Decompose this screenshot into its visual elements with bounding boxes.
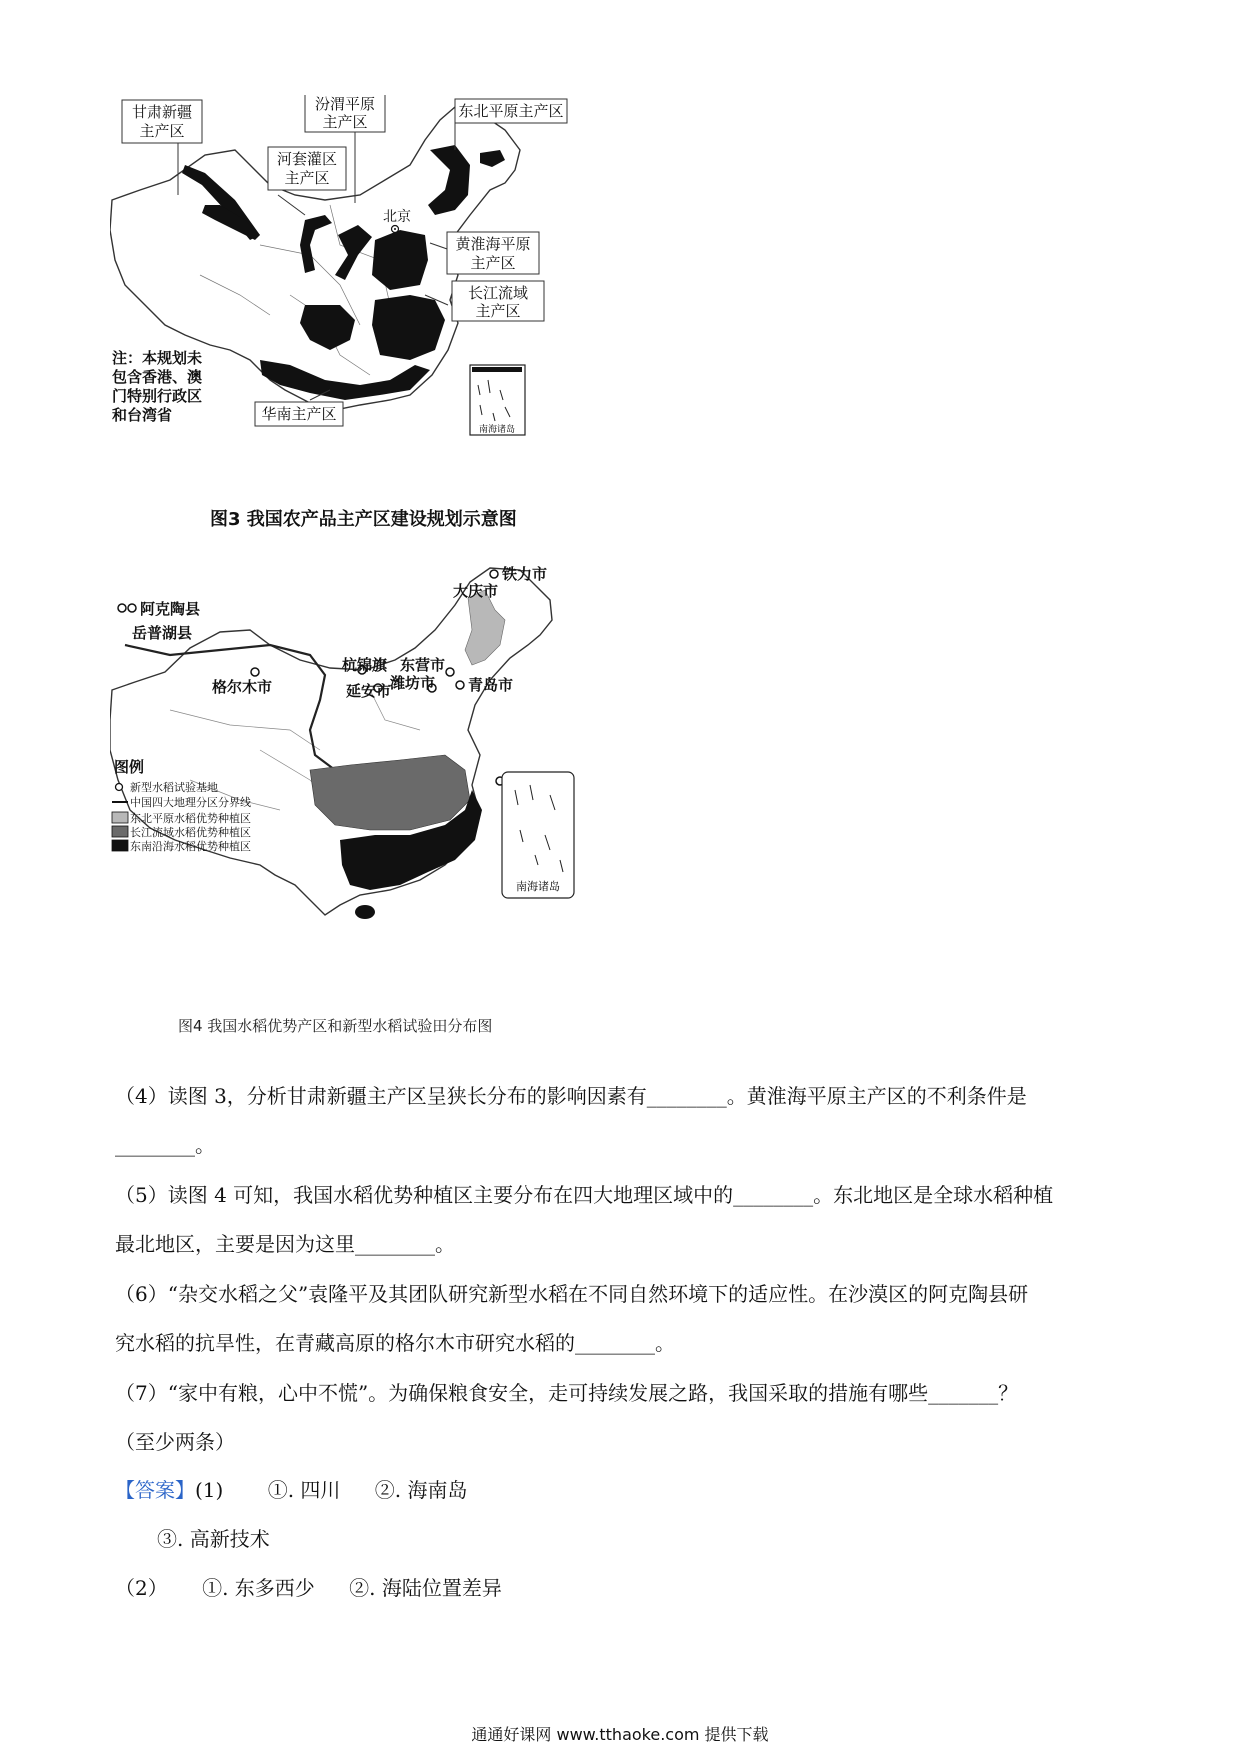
city-qingdao: 青岛市 <box>468 676 514 694</box>
northeast-zone-small <box>480 150 505 167</box>
fig3-nanhai-inset <box>470 365 525 435</box>
label-huanan: 华南主产区 <box>261 405 337 423</box>
svg-text:包含香港、澳: 包含香港、澳 <box>112 368 203 386</box>
q6-line1: （6）“杂交水稻之父”袁隆平及其团队研究新型水稻在不同自然环境下的适应性。在沙漠区的阿克陶县研 <box>115 1282 1029 1306</box>
label-beijing: 北京 <box>383 209 411 225</box>
answer1-num: (1) <box>195 1478 224 1502</box>
figure3-map-svg <box>110 95 590 490</box>
figure4-map-svg <box>110 560 650 1010</box>
changjiang-rice-zone <box>310 755 470 830</box>
city-dongying: 东营市 <box>400 656 446 674</box>
marker-qingdao <box>456 681 464 689</box>
legend-item-0: 新型水稻试验基地 <box>130 781 218 794</box>
answer-line2 <box>157 1526 1177 1552</box>
q5-line1: （5）读图 4 可知，我国水稻优势种植区主要分布在四大地理区域中的________。东北地区是全球水稻种植 <box>115 1183 1054 1207</box>
marker-yuepuhu <box>128 604 136 612</box>
page-footer: 通通好课网 www.tthaoke.com 提供下载 <box>471 1725 769 1744</box>
northeast-rice-zone <box>465 590 505 665</box>
answer-line1 <box>115 1477 1135 1503</box>
city-yanan: 延安市 <box>346 682 392 700</box>
marker-tieli <box>490 570 498 578</box>
city-golmud: 格尔木市 <box>212 678 273 696</box>
huanghuaihai-zone <box>372 230 428 290</box>
q4-line1: （4）读图 3，分析甘肃新疆主产区呈狭长分布的影响因素有________。黄淮海平原主产区的不利条件是 <box>115 1084 1027 1108</box>
svg-text:和台湾省: 和台湾省 <box>112 406 173 424</box>
hainan-island <box>355 905 375 919</box>
answer-line3 <box>115 1575 1135 1601</box>
q7-line1: （7）“家中有粮，心中不慌”。为确保粮食安全，走可持续发展之路，我国采取的措施有哪些_______？ <box>115 1381 1019 1405</box>
changjiang-zone-west <box>300 305 355 350</box>
marker-dongying <box>446 668 454 676</box>
fig3-note <box>112 349 202 424</box>
label-gansu-2: 主产区 <box>139 122 185 140</box>
answer-tag: 【答案】 <box>115 1478 195 1502</box>
city-daqing: 大庆市 <box>453 582 499 600</box>
q6-line2: 究水稻的抗旱性，在青藏高原的格尔木市研究水稻的________。 <box>115 1331 675 1355</box>
changjiang-zone-east <box>372 295 445 360</box>
city-akto: 阿克陶县 <box>140 600 201 618</box>
marker-golmud <box>251 668 259 676</box>
q5-line2: 最北地区，主要是因为这里________。 <box>115 1232 455 1256</box>
answer2-2: ②. 海陆位置差异 <box>349 1576 502 1600</box>
legend-item-3: 长江流域水稻优势种植区 <box>130 826 251 839</box>
answer1-3: ③. 高新技术 <box>157 1527 270 1551</box>
label-huanghuaihai-2: 主产区 <box>470 254 516 272</box>
figure4-map <box>110 560 650 1010</box>
northeast-zone-main <box>428 145 470 215</box>
city-hangjin: 杭锦旗 <box>342 656 388 674</box>
fig4-legend <box>112 758 251 853</box>
label-changjiang-2: 主产区 <box>475 302 521 320</box>
label-gansu-1: 甘肃新疆 <box>131 103 193 121</box>
label-fenwei-2: 主产区 <box>322 113 368 131</box>
figure4-caption: 图4 我国水稻优势产区和新型水稻试验田分布图 <box>178 1017 493 1035</box>
label-hetao-1: 河套灌区 <box>276 150 338 168</box>
fenwei-zone <box>335 225 372 280</box>
rice-zones <box>310 590 505 890</box>
svg-text:注：本规划未: 注：本规划未 <box>112 349 203 367</box>
label-northeast: 东北平原主产区 <box>458 102 564 120</box>
answer2-1: ①. 东多西少 <box>202 1576 315 1600</box>
marker-akto <box>118 604 126 612</box>
huanan-zone <box>260 360 430 400</box>
label-fenwei-1: 汾渭平原 <box>314 95 376 113</box>
legend-item-1: 中国四大地理分区分界线 <box>130 796 251 809</box>
legend-title: 图例 <box>114 758 145 776</box>
q7-line2: （至少两条） <box>115 1430 235 1454</box>
city-labels <box>132 565 550 790</box>
fig3-nanhai-label: 南海诸岛 <box>478 425 516 435</box>
city-yuepuhu: 岳普湖县 <box>132 624 193 642</box>
label-hetao-2: 主产区 <box>284 169 330 187</box>
fig4-nanhai-label: 南海诸岛 <box>516 880 560 893</box>
city-tieli: 铁力市 <box>502 565 548 583</box>
label-huanghuaihai-1: 黄淮海平原 <box>455 235 531 253</box>
legend-item-2: 东北平原水稻优势种植区 <box>130 812 251 825</box>
answer1-2: ②. 海南岛 <box>374 1478 468 1502</box>
label-changjiang-1: 长江流域 <box>467 284 529 302</box>
answer2-num: （2） <box>115 1576 168 1600</box>
svg-text:门特别行政区: 门特别行政区 <box>112 387 203 405</box>
city-weifang: 潍坊市 <box>390 674 436 692</box>
hetao-zone <box>300 215 332 273</box>
q4-line2: ________。 <box>115 1133 215 1157</box>
legend-item-4: 东南沿海水稻优势种植区 <box>130 840 251 853</box>
figure3-map <box>110 95 590 490</box>
figure3-caption: 图3 我国农产品主产区建设规划示意图 <box>210 509 517 530</box>
answer1-1: ①. 四川 <box>267 1478 341 1502</box>
fig4-nanhai-inset <box>502 772 574 898</box>
